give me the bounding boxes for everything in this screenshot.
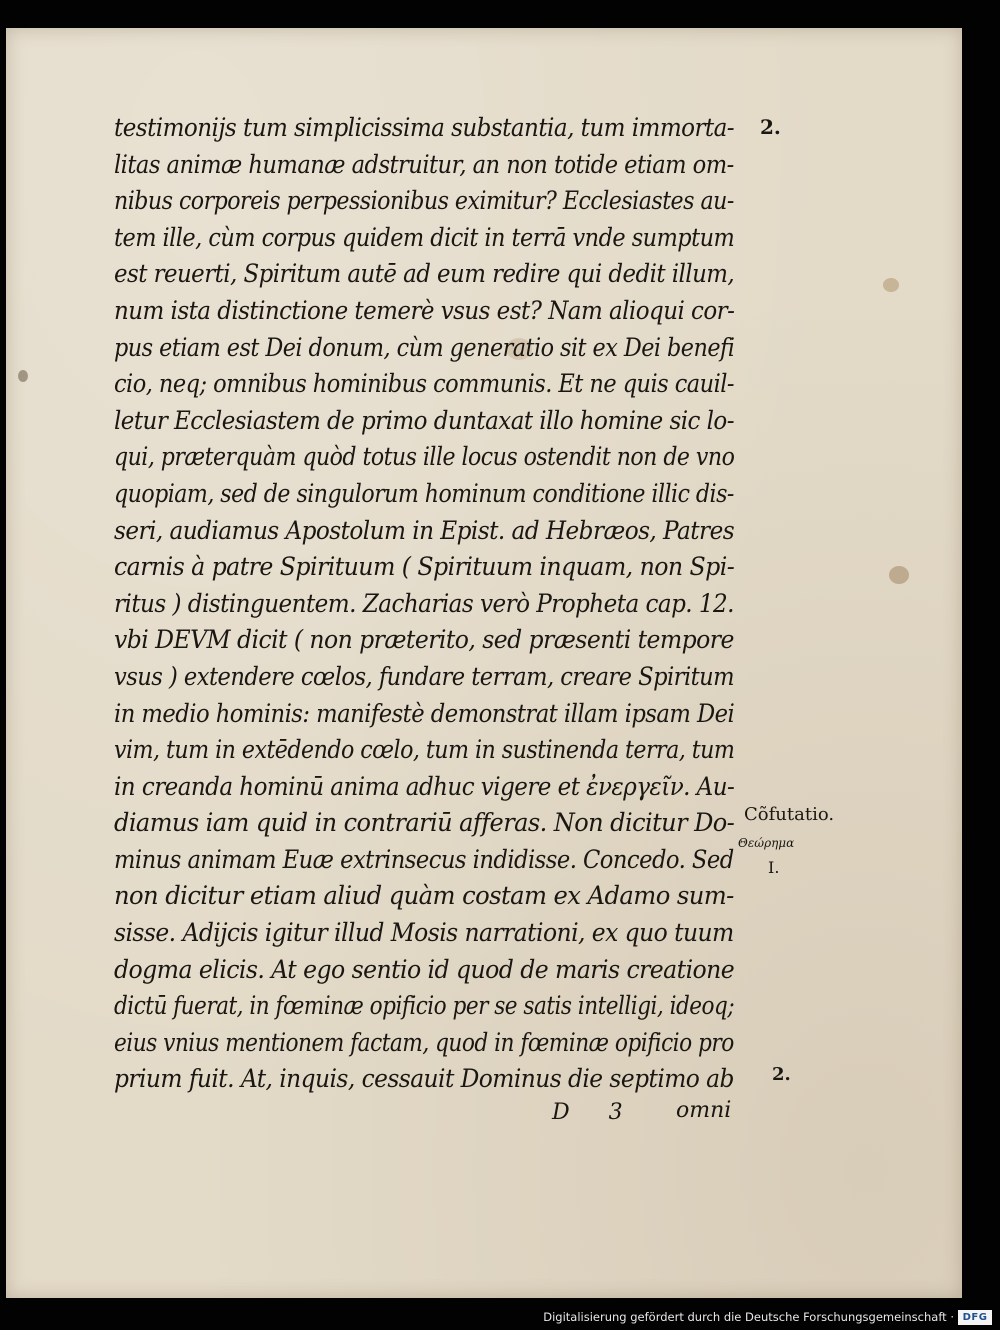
text-line-content: num ista distinctione temerè vsus est? Nam alioqui cor- xyxy=(114,295,735,325)
text-line xyxy=(114,1025,734,1062)
text-line-content: in creanda hominū anima adhuc vigere et ἐνεργεῖν. Au- xyxy=(114,771,735,801)
text-line-content: testimonijs tum simplicissima substantia, tum immorta- xyxy=(114,113,735,142)
text-line xyxy=(114,842,734,879)
text-line-content: cio, neq; omnibus hominibus communis. Et ne quis cauil- xyxy=(114,369,734,399)
text-line-content: seri, audiamus Apostolum in Epist. ad Hebræos, Patres xyxy=(114,515,735,545)
text-line xyxy=(114,183,734,220)
text-line xyxy=(114,769,734,806)
text-line-content: minus animam Euæ extrinsecus indidisse. Concedo. Sed xyxy=(114,844,734,874)
text-line xyxy=(114,878,734,915)
text-line-content: ritus ) distinguentem. Zacharias verò Propheta cap. 12. xyxy=(114,588,734,618)
text-line xyxy=(114,439,734,476)
text-line-content: dictū fuerat, in fœminæ opificio per se satis intelligi, ideoq; xyxy=(114,991,735,1021)
footer-bar xyxy=(0,1304,1000,1330)
marginal-number: 2. xyxy=(760,115,781,139)
text-line xyxy=(114,915,734,952)
text-line xyxy=(114,988,734,1025)
text-line xyxy=(114,403,734,440)
text-line xyxy=(114,805,734,842)
text-line-content: diamus iam quid in contrariū afferas. Non dicitur Do- xyxy=(114,808,735,838)
signature-mark: D 3 xyxy=(552,1100,639,1125)
text-line xyxy=(114,622,734,659)
marginal-note-theorema: Θεώρημα xyxy=(738,836,795,850)
text-line-content: dogma elicis. At ego sentio id quod de maris creatione xyxy=(114,954,735,984)
paper-stain xyxy=(18,370,28,382)
text-line xyxy=(114,732,734,769)
text-line xyxy=(114,256,734,293)
text-line-content: nibus corporeis perpessionibus eximitur? Ecclesiastes au- xyxy=(114,186,734,216)
text-line-content: pus etiam est Dei donum, cùm generatio sit ex Dei benefi xyxy=(114,332,735,362)
text-line-content: vsus ) extendere cœlos, fundare terram, creare Spiritum xyxy=(114,661,735,691)
text-line xyxy=(114,366,734,403)
text-line-content: sisse. Adijcis igitur illud Mosis narrationi, ex quo tuum xyxy=(114,918,734,948)
paper-stain xyxy=(889,566,909,584)
body-text xyxy=(114,110,734,1098)
text-line-content: est reuerti, Spiritum autē ad eum redire qui dedit illum, xyxy=(114,259,735,289)
funding-notice: Digitalisierung gefördert durch die Deutsche Forschungsgemeinschaft · xyxy=(543,1310,954,1324)
text-line-content: prium fuit. At, inquis, cessauit Dominus die septimo ab xyxy=(114,1064,734,1094)
text-line-content: letur Ecclesiastem de primo duntaxat illo homine sic lo- xyxy=(114,405,734,435)
text-line xyxy=(114,952,734,989)
text-line-content: non dicitur etiam aliud quàm costam ex Adamo sum- xyxy=(114,881,734,911)
text-line xyxy=(114,330,734,367)
text-line-content: quopiam, sed de singulorum hominum conditione illic dis- xyxy=(114,478,734,508)
text-line-content: vim, tum in extēdendo cœlo, tum in sustinenda terra, tum xyxy=(114,735,735,765)
text-line xyxy=(114,110,734,147)
text-line-content: qui, præterquàm quòd totus ille locus ostendit non de vno xyxy=(114,442,735,472)
text-line-content: litas animæ humanæ adstruitur, an non totide etiam om- xyxy=(114,149,734,179)
text-line-content: tem ille, cùm corpus quidem dicit in terrā vnde sumptum xyxy=(114,222,735,252)
text-line xyxy=(114,513,734,550)
dfg-logo-icon: DFG xyxy=(958,1310,992,1325)
marginal-note-confutatio: Cõfutatio. xyxy=(744,804,835,825)
text-line xyxy=(114,476,734,513)
text-line-content: carnis à patre Spirituum ( Spirituum inquam, non Spi- xyxy=(114,552,735,582)
text-line xyxy=(114,1061,734,1098)
text-line-content: vbi DEVM dicit ( non præterito, sed præsenti tempore xyxy=(114,625,734,655)
text-line xyxy=(114,696,734,733)
text-line-content: eius vnius mentionem factam, quod in fœminæ opificio pro xyxy=(114,1027,734,1057)
text-line xyxy=(114,549,734,586)
text-line xyxy=(114,293,734,330)
catchword: omni xyxy=(676,1098,732,1123)
text-line xyxy=(114,659,734,696)
text-line xyxy=(114,586,734,623)
text-line xyxy=(114,147,734,184)
text-line-content: in medio hominis: manifestè demonstrat illam ipsam Dei xyxy=(114,698,735,728)
marginal-number: I. xyxy=(768,858,780,877)
text-line xyxy=(114,220,734,257)
paper-stain xyxy=(883,278,899,292)
marginal-number: 2. xyxy=(772,1064,791,1085)
